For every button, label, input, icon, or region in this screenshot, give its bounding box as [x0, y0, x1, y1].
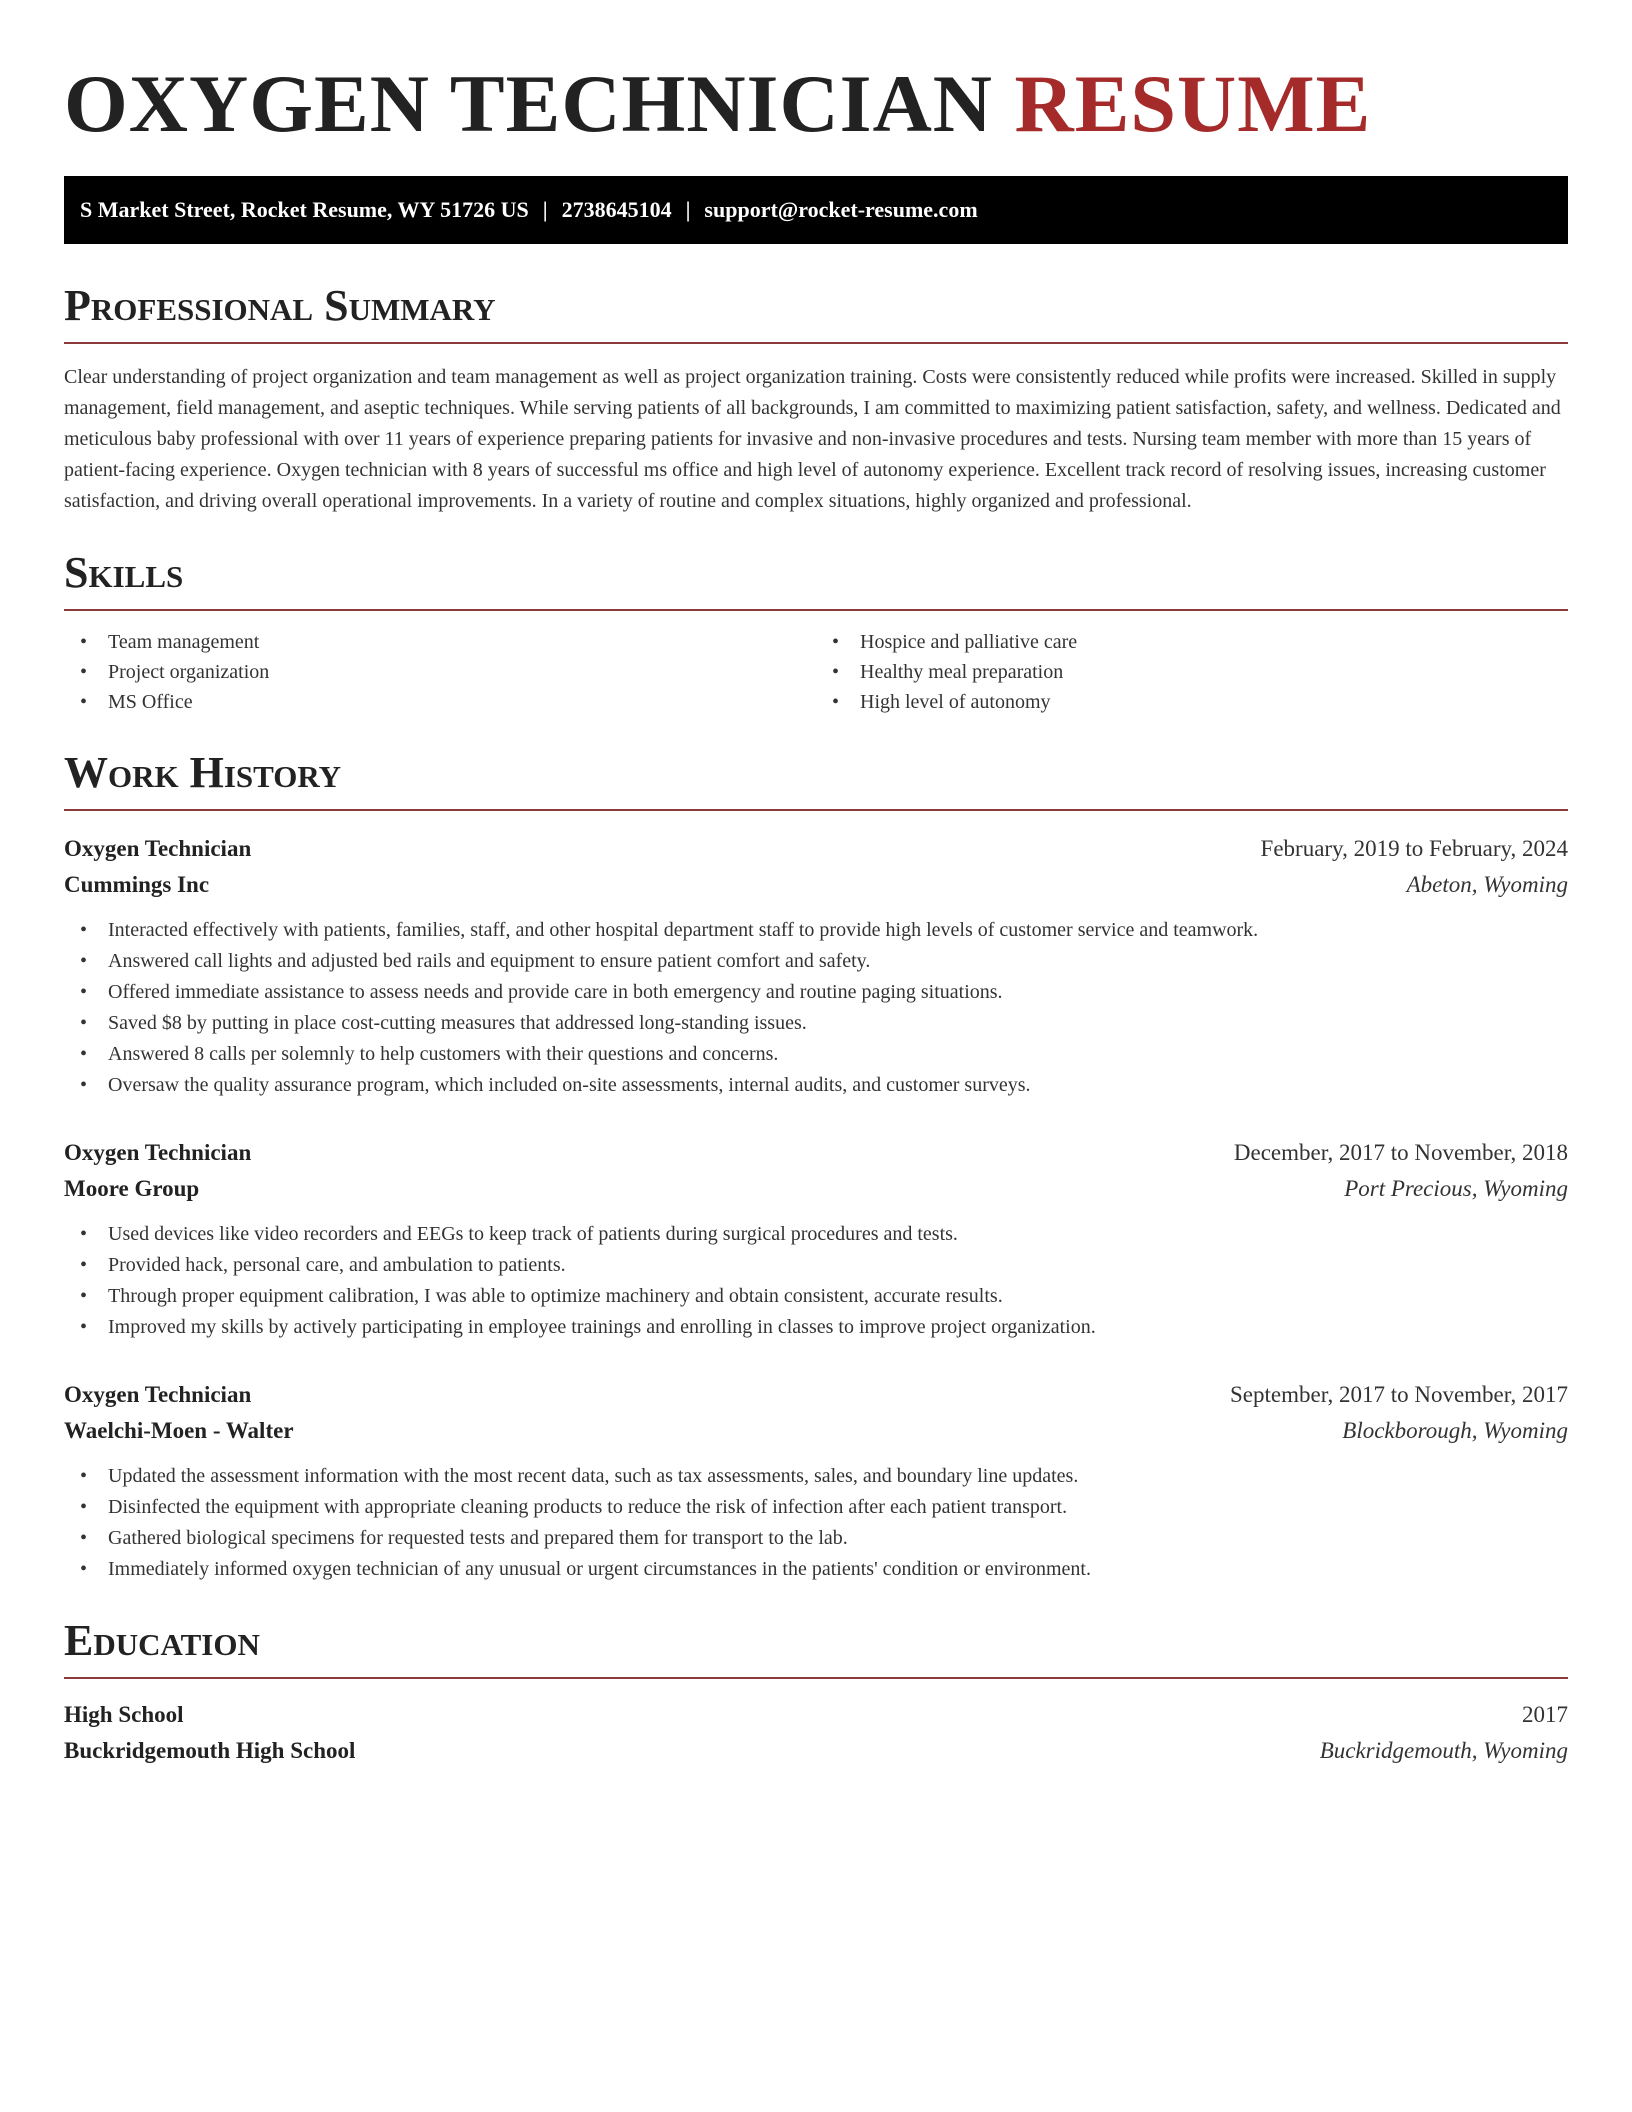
title-accent: RESUME	[1014, 58, 1372, 149]
contact-email[interactable]: support@rocket-resume.com	[704, 197, 978, 222]
education-degree: High School	[64, 1702, 184, 1727]
job-bullets	[64, 915, 1568, 1101]
job-bullet: • Disinfected the equipment with appropriate cleaning products to reduce the risk of infection after each patient transport.	[64, 1492, 1568, 1523]
contact-separator: |	[685, 197, 691, 222]
education-heading: Education	[64, 1616, 260, 1665]
skill-item: • MS Office	[64, 687, 816, 717]
education-entry	[64, 1697, 1568, 1769]
job-title: Oxygen Technician	[64, 1382, 252, 1407]
job-company-row	[64, 867, 1568, 903]
contact-phone: 2738645104	[561, 197, 672, 222]
job-bullet: • Interacted effectively with patients, families, staff, and other hospital department staff to provide high levels of customer service and teamwork.	[64, 915, 1568, 946]
skill-item: • Healthy meal preparation	[816, 657, 1568, 687]
job-title-row	[64, 1377, 1568, 1413]
job-bullet: • Gathered biological specimens for requested tests and prepared them for transport to the lab.	[64, 1523, 1568, 1554]
skills-column-left	[64, 627, 816, 717]
education-school: Buckridgemouth High School	[64, 1738, 356, 1763]
skills-heading: Skills	[64, 548, 184, 597]
skill-item: • Project organization	[64, 657, 816, 687]
job-bullet: • Saved $8 by putting in place cost-cutting measures that addressed long-standing issues.	[64, 1008, 1568, 1039]
job-location: Abeton, Wyoming	[1406, 872, 1568, 897]
job-dates: December, 2017 to November, 2018	[1233, 1140, 1568, 1165]
resume-title	[64, 0, 1568, 152]
skills-list	[64, 627, 1568, 717]
job-entry	[64, 831, 1568, 1101]
job-bullet: • Oversaw the quality assurance program, which included on-site assessments, internal audits, and customer surveys.	[64, 1070, 1568, 1101]
job-bullet: • Answered call lights and adjusted bed rails and equipment to ensure patient comfort and safety.	[64, 946, 1568, 977]
summary-heading: Professional Summary	[64, 281, 496, 330]
job-dates: February, 2019 to February, 2024	[1260, 836, 1568, 861]
job-bullet: • Provided hack, personal care, and ambulation to patients.	[64, 1250, 1568, 1281]
skill-item: • Team management	[64, 627, 816, 657]
job-bullets	[64, 1461, 1568, 1585]
job-bullet: • Used devices like video recorders and EEGs to keep track of patients during surgical procedures and tests.	[64, 1219, 1568, 1250]
skills-column-right	[816, 627, 1568, 717]
job-company-row	[64, 1171, 1568, 1207]
job-bullet: • Answered 8 calls per solemnly to help customers with their questions and concerns.	[64, 1039, 1568, 1070]
contact-address: S Market Street, Rocket Resume, WY 51726 US	[80, 197, 529, 222]
skill-item: • High level of autonomy	[816, 687, 1568, 717]
job-company-row	[64, 1413, 1568, 1449]
job-bullet: • Updated the assessment information with the most recent data, such as tax assessments, sales, and boundary line updates.	[64, 1461, 1568, 1492]
section-divider	[64, 1677, 1568, 1679]
summary-text: Clear understanding of project organization and team management as well as project organization training. Costs were consistently reduced while profits were increased. Skilled in supply management, field management, and aseptic techniques. While serving patients of all backgrounds, I am committed to maximizing patient satisfaction, safety, and wellness. Dedicated and meticulous baby professional with over 11 years of experience preparing patients for invasive and non-invasive procedures and tests. Nursing team member with more than 15 years of patient-facing experience. Oxygen technician with 8 years of successful ms office and high level of autonomy experience. Excellent track record of resolving issues, increasing customer satisfaction, and driving overall operational improvements. In a variety of routine and complex situations, highly organized and professional.	[64, 366, 1561, 512]
contact-separator: |	[542, 197, 548, 222]
job-bullet: • Improved my skills by actively participating in employee trainings and enrolling in classes to improve project organization.	[64, 1312, 1568, 1343]
job-bullets	[64, 1219, 1568, 1343]
education-year: 2017	[1522, 1702, 1568, 1727]
education-degree-row	[64, 1697, 1568, 1733]
job-entry	[64, 1135, 1568, 1343]
education-location: Buckridgemouth, Wyoming	[1319, 1738, 1568, 1763]
job-bullet: • Immediately informed oxygen technician of any unusual or urgent circumstances in the patients' condition or environment.	[64, 1554, 1568, 1585]
job-entry	[64, 1377, 1568, 1585]
title-main: OXYGEN TECHNICIAN	[64, 58, 994, 149]
contact-bar	[64, 176, 1568, 244]
job-location: Port Precious, Wyoming	[1344, 1176, 1568, 1201]
work-history-heading: Work History	[64, 748, 342, 797]
job-company: Waelchi-Moen - Walter	[64, 1418, 294, 1443]
education-school-row	[64, 1733, 1568, 1769]
section-divider	[64, 809, 1568, 811]
job-title: Oxygen Technician	[64, 836, 252, 861]
section-divider	[64, 609, 1568, 611]
job-company: Moore Group	[64, 1176, 200, 1201]
job-title-row	[64, 1135, 1568, 1171]
job-title-row	[64, 831, 1568, 867]
job-location: Blockborough, Wyoming	[1342, 1418, 1568, 1443]
job-company: Cummings Inc	[64, 872, 210, 897]
job-dates: September, 2017 to November, 2017	[1230, 1382, 1568, 1407]
skill-item: • Hospice and palliative care	[816, 627, 1568, 657]
job-title: Oxygen Technician	[64, 1140, 252, 1165]
job-bullet: • Through proper equipment calibration, I was able to optimize machinery and obtain consistent, accurate results.	[64, 1281, 1568, 1312]
section-divider	[64, 342, 1568, 344]
job-bullet: • Offered immediate assistance to assess needs and provide care in both emergency and routine paging situations.	[64, 977, 1568, 1008]
